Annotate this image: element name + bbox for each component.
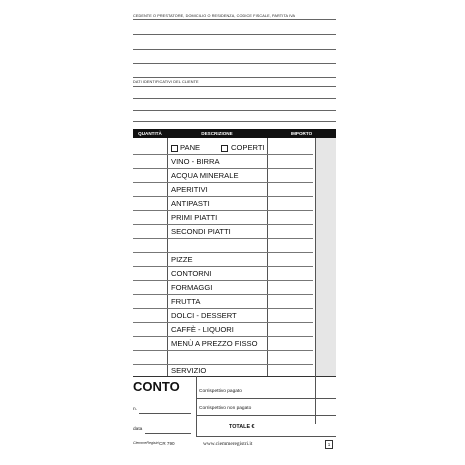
column-divider bbox=[267, 138, 268, 376]
amount-cents-column bbox=[315, 138, 336, 376]
coperti-checkbox[interactable] bbox=[221, 145, 228, 152]
bottom-divider bbox=[196, 376, 197, 436]
row-rule bbox=[133, 252, 313, 253]
client-line-2 bbox=[133, 98, 336, 99]
table-row: CAFFÈ - LIQUORI bbox=[171, 325, 234, 334]
table-row: APERITIVI bbox=[171, 185, 208, 194]
bottom-divider bbox=[315, 376, 316, 424]
table-row: PRIMI PIATTI bbox=[171, 213, 218, 222]
date-label: data bbox=[133, 427, 143, 432]
pane-checkbox[interactable] bbox=[171, 145, 178, 152]
seller-line-1 bbox=[133, 19, 336, 20]
paid-label: Corrispettivo pagato bbox=[199, 389, 242, 394]
brand-logo: CiemmeRegistri bbox=[133, 441, 159, 445]
pane-label: PANE bbox=[180, 143, 201, 152]
table-row: FORMAGGI bbox=[171, 283, 213, 292]
table-row: SERVIZIO bbox=[171, 366, 207, 375]
row-rule bbox=[133, 336, 313, 337]
number-label: n. bbox=[133, 407, 138, 412]
table-row: MENÙ A PREZZO FISSO bbox=[171, 339, 258, 348]
row-rule bbox=[133, 210, 313, 211]
row-rule bbox=[133, 308, 313, 309]
table-row: CONTORNI bbox=[171, 269, 212, 278]
number-field[interactable] bbox=[139, 413, 191, 414]
column-header-description: DESCRIZIONE bbox=[201, 131, 233, 136]
table-row: DOLCI - DESSERT bbox=[171, 311, 237, 320]
seller-line-4 bbox=[133, 63, 336, 64]
table-header bbox=[133, 129, 336, 138]
seller-line-5 bbox=[133, 77, 336, 78]
table-row: PIZZE bbox=[171, 255, 193, 264]
seller-line-2 bbox=[133, 34, 336, 35]
table-row: VINO - BIRRA bbox=[171, 157, 220, 166]
row-rule bbox=[133, 182, 313, 183]
website-text: www.ciemmeregistri.it bbox=[203, 441, 253, 447]
client-line-4 bbox=[133, 121, 336, 122]
table-row: ANTIPASTI bbox=[171, 199, 210, 208]
unpaid-label: Corrispettivo non pagato bbox=[199, 406, 252, 411]
client-line-3 bbox=[133, 110, 336, 111]
unpaid-row-line bbox=[196, 415, 336, 416]
row-rule bbox=[133, 266, 313, 267]
row-rule bbox=[133, 224, 313, 225]
row-rule bbox=[133, 350, 313, 351]
row-rule bbox=[133, 322, 313, 323]
paid-row-line bbox=[196, 398, 336, 399]
seller-label: CEDENTE O PRESTATORE, DOMICILIO O RESIDENZA, CODICE FISCALE, PARTITA IVA bbox=[133, 14, 296, 18]
total-label: TOTALE € bbox=[229, 424, 255, 430]
row-rule bbox=[133, 238, 313, 239]
column-divider bbox=[167, 138, 168, 376]
table-row: SECONDI PIATTI bbox=[171, 227, 231, 236]
row-rule bbox=[133, 196, 313, 197]
client-label: DATI IDENTIFICATIVI DEL CLIENTE bbox=[133, 80, 199, 84]
bottom-rule bbox=[196, 436, 336, 437]
date-field[interactable] bbox=[145, 433, 191, 434]
row-rule bbox=[133, 294, 313, 295]
product-code: CR 790 bbox=[159, 441, 175, 446]
row-rule bbox=[133, 364, 313, 365]
row-rule bbox=[133, 154, 313, 155]
conto-title: CONTO bbox=[133, 379, 180, 394]
row-rule bbox=[133, 168, 313, 169]
client-line-1 bbox=[133, 86, 336, 87]
page-number: 1 bbox=[325, 440, 333, 449]
seller-line-3 bbox=[133, 49, 336, 50]
table-row: ACQUA MINERALE bbox=[171, 171, 239, 180]
receipt-form bbox=[131, 0, 336, 465]
column-header-amount: IMPORTO bbox=[290, 131, 313, 136]
coperti-label: COPERTI bbox=[231, 143, 265, 152]
table-row: FRUTTA bbox=[171, 297, 201, 306]
items-table bbox=[133, 138, 336, 377]
column-divider bbox=[315, 138, 316, 376]
column-header-quantity: QUANTITÀ bbox=[138, 131, 162, 136]
row-rule bbox=[133, 280, 313, 281]
